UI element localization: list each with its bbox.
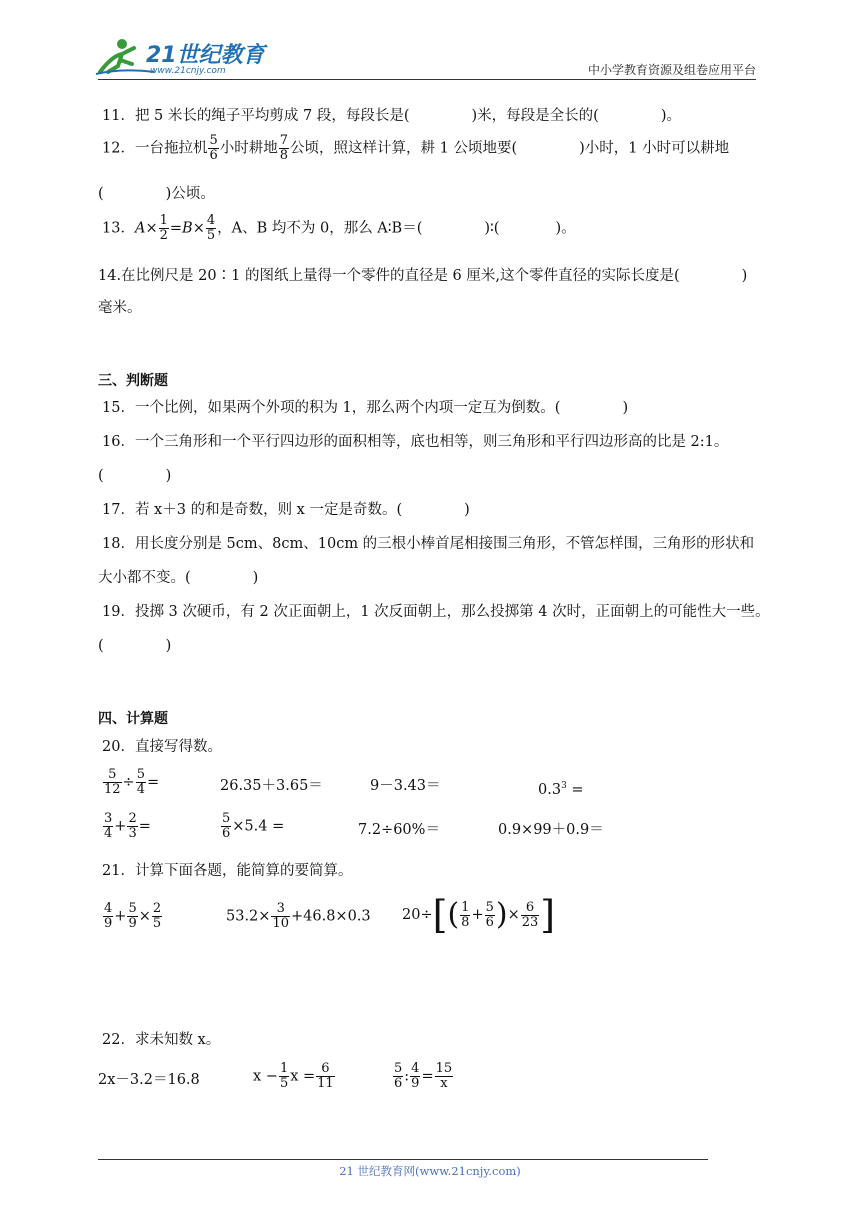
q20-expr-6: $\frac{5}{6}$ ×5.4 =: [222, 811, 285, 841]
question-11: 11．把 5 米长的绳子平均剪成 7 段，每段长是( )米，每段是全长的( )。: [102, 108, 681, 124]
question-18-line2: 大小都不变。( ): [98, 570, 259, 586]
q22-expr-2: x − $\frac{1}{5}$ x = $\frac{6}{11}$: [253, 1061, 334, 1091]
question-19-line2: ( ): [98, 638, 172, 654]
question-13: 13．A× $\frac{1}{2}$ =B× $\frac{4}{5}$ ，A、B 均不为 0，那么 A∶B＝( )∶( )。: [102, 213, 576, 243]
q20-expr-1: $\frac{5}{12}$ ÷ $\frac{5}{4}$ =: [104, 767, 160, 797]
q22-expr-1: 2x－3.2＝16.8: [98, 1072, 200, 1088]
site-logo: [92, 32, 272, 80]
question-19: 19．投掷 3 次硬币，有 2 次正面朝上，1 次反面朝上，那么投掷第 4 次时，正面朝上的可能性大一些。: [102, 604, 770, 620]
question-20-title: 20．直接写得数。: [102, 739, 222, 755]
question-12-line2: ( )公顷。: [98, 186, 215, 202]
q21-expr-3: 20÷[( $\frac{1}{8}$ + $\frac{5}{6}$ )× $\frac{6}{23}$ ]: [402, 893, 556, 937]
logo-url: www.21cnjy.com: [150, 66, 226, 76]
question-14-line2: 毫米。: [98, 300, 142, 316]
question-18: 18．用长度分别是 5cm、8cm、10cm 的三根小棒首尾相接围三角形，不管怎样围，三角形的形状和: [102, 536, 755, 552]
question-17: 17．若 x＋3 的和是奇数，则 x 一定是奇数。( ): [102, 502, 470, 518]
question-21-title: 21．计算下面各题，能简算的要简算。: [102, 863, 353, 879]
question-16-line2: ( ): [98, 468, 172, 484]
question-12: 12．一台拖拉机 $\frac{5}{6}$ 小时耕地 $\frac{7}{8}$ 公顷，照这样计算，耕 1 公顷地要( )小时，1 小时可以耕地: [102, 133, 730, 163]
footer-rule: [98, 1159, 708, 1160]
q20-expr-5: $\frac{3}{4}$ + $\frac{2}{3}$ =: [104, 811, 151, 841]
section-3-title: 三、判断题: [98, 373, 168, 389]
q21-expr-2: 53.2× $\frac{3}{10}$ +46.8×0.3: [226, 901, 371, 931]
question-16: 16．一个三角形和一个平行四边形的面积相等，底也相等，则三角形和平行四边形高的比是 2:1。: [102, 434, 729, 450]
q22-expr-3: $\frac{5}{6}$ : $\frac{4}{9}$ = $\frac{15}{x}$: [394, 1061, 453, 1091]
question-14: 14.在比例尺是 20∶1 的图纸上量得一个零件的直径是 6 厘米,这个零件直径的实际长度是( ): [98, 268, 748, 284]
q20-expr-3: 9－3.43＝: [370, 778, 441, 794]
q21-expr-1: $\frac{4}{9}$ + $\frac{5}{9}$ × $\frac{2}{5}$: [104, 901, 162, 931]
q20-expr-2: 26.35＋3.65＝: [220, 778, 323, 794]
header-rule: [98, 79, 756, 80]
q20-expr-7: 7.2÷60%＝: [358, 822, 440, 838]
platform-name: 中小学教育资源及组卷应用平台: [587, 63, 756, 77]
logo-text: 21世纪教育: [146, 43, 265, 68]
question-22-title: 22．求未知数 x。: [102, 1032, 221, 1048]
section-4-title: 四、计算题: [98, 711, 168, 727]
footer-text: 21 世纪教育网(www.21cnjy.com): [339, 1164, 521, 1178]
question-15: 15．一个比例，如果两个外项的积为 1，那么两个内项一定互为倒数。( ): [102, 400, 629, 416]
q20-expr-8: 0.9×99＋0.9＝: [498, 822, 604, 838]
q20-expr-4: $0.3^3$ =: [538, 781, 584, 798]
